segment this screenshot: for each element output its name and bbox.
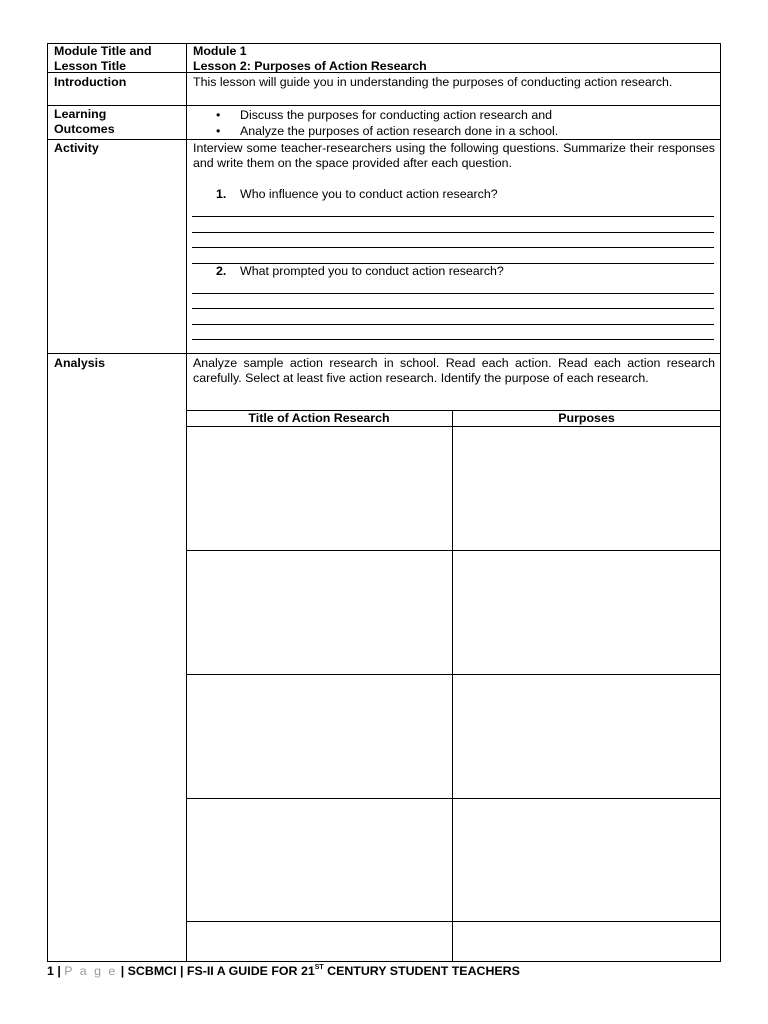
table-row-divider bbox=[186, 921, 721, 922]
activity-label: Activity bbox=[54, 141, 99, 155]
separator: | bbox=[117, 964, 128, 978]
question-1 bbox=[216, 187, 498, 202]
answer-line[interactable] bbox=[192, 216, 714, 217]
question-number: 1. bbox=[216, 187, 227, 201]
label-line: Lesson Title bbox=[54, 59, 127, 73]
question-number: 2. bbox=[216, 264, 227, 278]
module-title-label bbox=[54, 44, 182, 74]
row-divider bbox=[48, 105, 720, 106]
page-number: 1 bbox=[47, 964, 54, 978]
question-2 bbox=[216, 264, 504, 279]
answer-line[interactable] bbox=[192, 293, 714, 294]
module-title-value bbox=[193, 44, 715, 74]
label-line: Outcomes bbox=[54, 122, 115, 136]
question-text: Who influence you to conduct action research? bbox=[240, 187, 498, 201]
footer-title-end: CENTURY STUDENT TEACHERS bbox=[323, 964, 520, 978]
separator: | bbox=[53, 964, 65, 978]
outcome-text: Analyze the purposes of action research done in a school. bbox=[240, 124, 559, 138]
footer-superscript: ST bbox=[314, 964, 324, 971]
table-header-title: Title of Action Research bbox=[248, 411, 390, 425]
introduction-text: This lesson will guide you in understanding the purposes of conducting action research. bbox=[193, 75, 673, 89]
answer-line[interactable] bbox=[192, 308, 714, 309]
module-name: Module 1 bbox=[193, 44, 247, 58]
analysis-table bbox=[186, 410, 721, 962]
answer-line[interactable] bbox=[192, 247, 714, 248]
analysis-text: Analyze sample action research in school. Read each action. Read each action research carefully. Select at least five action research. Identify the purpose of each research. bbox=[193, 356, 715, 385]
page-footer bbox=[47, 964, 520, 978]
outcome-item bbox=[216, 108, 552, 123]
learning-outcomes-label bbox=[54, 107, 182, 137]
separator: | bbox=[176, 964, 187, 978]
table-header-purposes: Purposes bbox=[558, 411, 615, 425]
page-word: P a g e bbox=[64, 964, 118, 978]
row-divider bbox=[48, 353, 720, 354]
answer-line[interactable] bbox=[192, 339, 714, 340]
table-column-divider bbox=[452, 410, 453, 962]
table-row-divider bbox=[186, 426, 721, 427]
table-row-divider bbox=[186, 798, 721, 799]
label-line: Module Title and bbox=[54, 44, 152, 58]
introduction-label: Introduction bbox=[54, 75, 127, 89]
bullet-icon: • bbox=[216, 108, 221, 122]
footer-title: FS-II A GUIDE FOR 21 bbox=[186, 964, 315, 978]
lesson-name: Lesson 2: Purposes of Action Research bbox=[193, 59, 427, 73]
lesson-table bbox=[47, 43, 721, 962]
outcome-text: Discuss the purposes for conducting action research and bbox=[240, 108, 553, 122]
activity-text: Interview some teacher-researchers using the following questions. Summarize their responses and write them on the space provided after each question. bbox=[193, 141, 715, 170]
row-divider bbox=[48, 139, 720, 140]
organization: SCBMCI bbox=[127, 964, 177, 978]
outcome-item bbox=[216, 124, 558, 139]
table-row-divider bbox=[186, 674, 721, 675]
question-text: What prompted you to conduct action research? bbox=[240, 264, 504, 278]
bullet-icon: • bbox=[216, 124, 221, 138]
answer-line[interactable] bbox=[192, 324, 714, 325]
answer-line[interactable] bbox=[192, 232, 714, 233]
table-row-divider bbox=[186, 550, 721, 551]
label-line: Learning bbox=[54, 107, 107, 121]
analysis-label: Analysis bbox=[54, 356, 105, 370]
